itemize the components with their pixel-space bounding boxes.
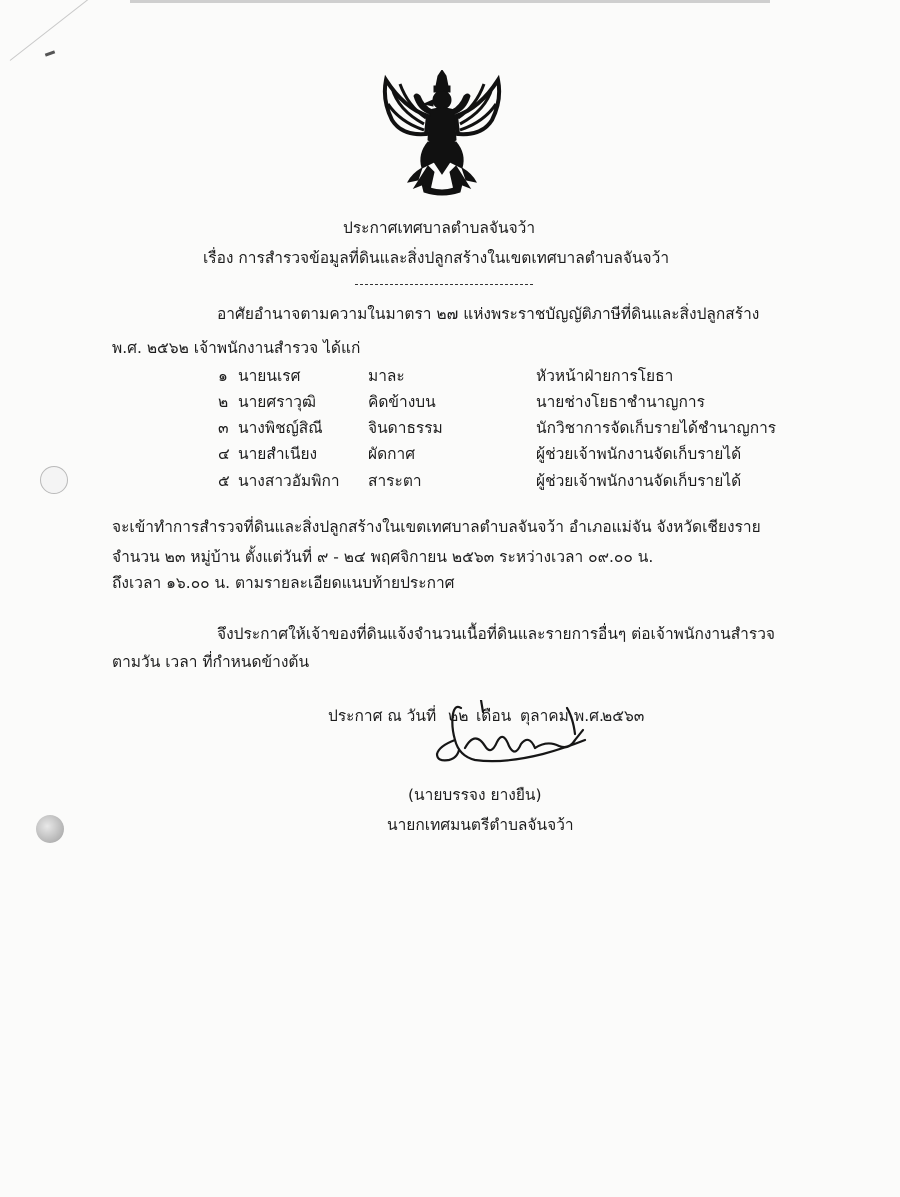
officer-number: ๓ [218,419,229,437]
body-line-3: ถึงเวลา ๑๖.๐๐ น. ตามรายละเอียดแนบท้ายประกาศ [112,574,455,592]
signer-title: นายกเทศมนตรีตำบลจันจว้า [387,816,574,834]
handwritten-signature [425,700,600,770]
officer-number: ๕ [218,472,230,490]
scan-smudge [45,50,55,56]
announce-month-label: เดือน [476,707,512,725]
officer-position: ผู้ช่วยเจ้าพนักงานจัดเก็บรายได้ [536,445,742,463]
announce-month: ตุลาคม [520,707,569,725]
closing-line-2: ตามวัน เวลา ที่กำหนดข้างต้น [112,653,310,671]
officer-first-name: นายนเรศ [238,367,301,385]
body-line-2: จำนวน ๒๓ หมู่บ้าน ตั้งแต่วันที่ ๙ - ๒๔ พฤศจิกายน ๒๕๖๓ ระหว่างเวลา ๐๙.๐๐ น. [112,548,654,566]
officer-first-name: นายศราวุฒิ [238,393,316,411]
garuda-emblem-icon [378,70,506,198]
body-line-1: จะเข้าทำการสำรวจที่ดินและสิ่งปลูกสร้างในเขตเทศบาลตำบลจันจว้า อำเภอแม่จัน จังหวัดเชียงราย [112,518,761,536]
announce-year: ๒๕๖๓ [602,707,645,725]
officer-last-name: ผัดกาศ [368,445,416,463]
officer-last-name: มาละ [368,367,405,385]
announce-day: ๒๒ [448,707,469,725]
officer-position: นักวิชาการจัดเก็บรายได้ชำนาญการ [536,419,777,437]
intro-line-2: พ.ศ. ๒๕๖๒ เจ้าพนักงานสำรวจ ได้แก่ [112,339,361,357]
intro-line-1: อาศัยอำนาจตามความในมาตรา ๒๗ แห่งพระราชบัญญัติภาษีที่ดินและสิ่งปลูกสร้าง [217,305,760,323]
announce-prefix: ประกาศ ณ วันที่ [328,707,437,725]
document-org: ประกาศเทศบาลตำบลจันจว้า [343,219,536,237]
document-subject: เรื่อง การสำรวจข้อมูลที่ดินและสิ่งปลูกสร้างในเขตเทศบาลตำบลจันจว้า [203,249,670,267]
title-divider [355,284,533,285]
scan-edge [130,0,770,3]
officer-number: ๔ [218,445,230,463]
officer-first-name: นายสำเนียง [238,445,318,463]
closing-line-1: จึงประกาศให้เจ้าของที่ดินแจ้งจำนวนเนื้อที่ดินและรายการอื่นๆ ต่อเจ้าพนักงานสำรวจ [217,625,775,643]
punch-hole [40,466,68,494]
officer-position: ผู้ช่วยเจ้าพนักงานจัดเก็บรายได้ [536,472,742,490]
officer-first-name: นางพิชญ์สิณี [238,419,323,437]
officer-last-name: คิดข้างบน [368,393,436,411]
officer-number: ๑ [218,367,228,385]
officer-number: ๒ [218,393,229,411]
officer-last-name: สาระตา [368,472,422,490]
signer-name: (นายบรรจง ยางยืน) [408,786,542,804]
officer-first-name: นางสาวอัมพิกา [238,472,340,490]
punch-hole [36,815,64,843]
officer-position: หัวหน้าฝ่ายการโยธา [536,367,674,385]
announce-year-label: พ.ศ. [574,707,604,725]
officer-position: นายช่างโยธาชำนาญการ [536,393,705,411]
officer-last-name: จินดาธรรม [368,419,443,437]
